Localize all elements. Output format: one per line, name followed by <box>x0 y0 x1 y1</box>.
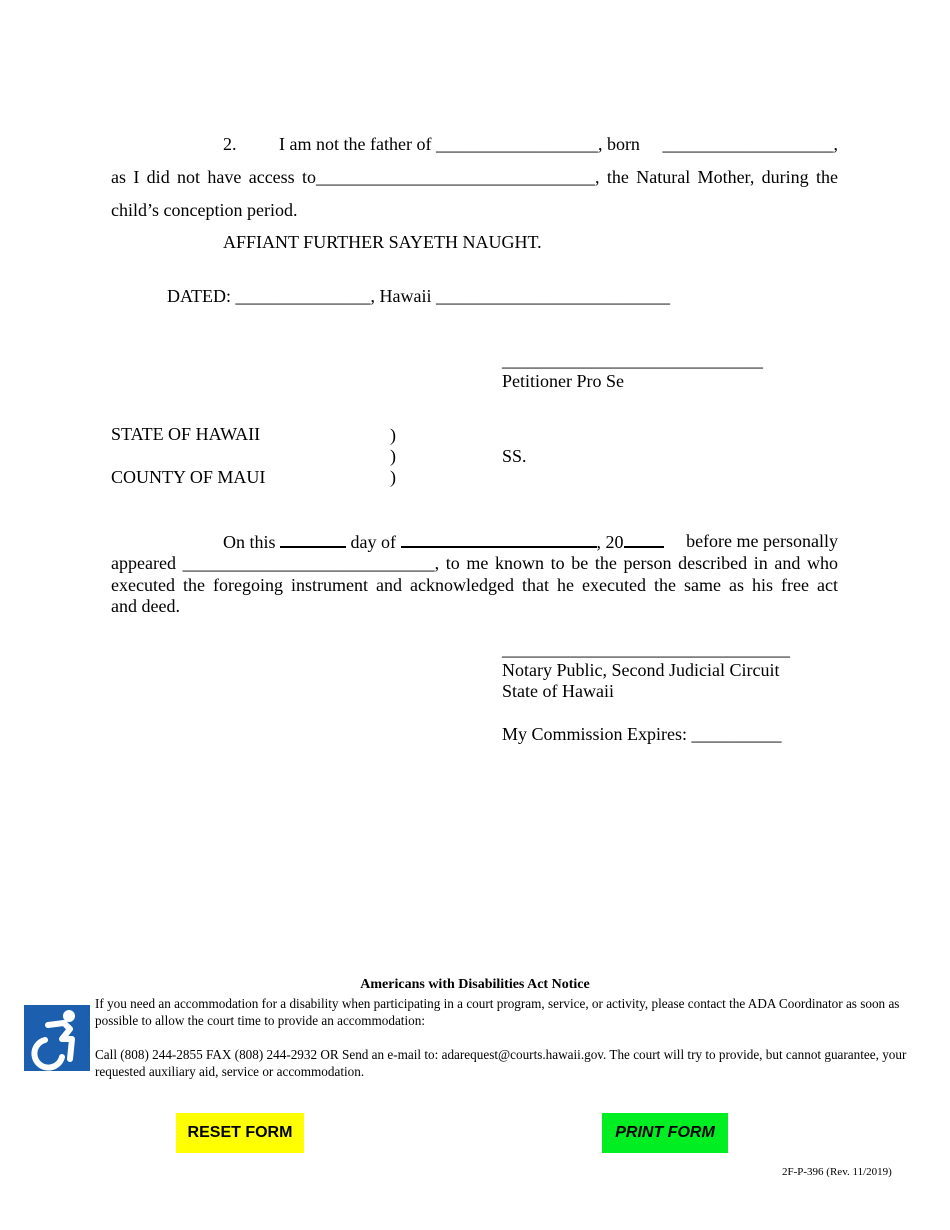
born-text: , born <box>597 134 640 154</box>
paragraph2-line3: child’s conception period. <box>111 200 298 220</box>
venue-paren-2: ) <box>390 446 396 466</box>
appeared-name-field[interactable]: ____________________________ <box>182 553 435 573</box>
reset-form-button[interactable]: RESET FORM <box>176 1113 304 1153</box>
ack-line1 <box>223 530 838 553</box>
dated-label: DATED: <box>167 286 231 306</box>
petitioner-signature-line: _____________________________ <box>502 350 763 370</box>
ada-title: Americans with Disabilities Act Notice <box>360 977 590 992</box>
ack-line3: executed the foregoing instrument and acknowledged that he executed the same as his free act <box>111 575 838 595</box>
notary-signature-line: ________________________________ <box>502 639 790 659</box>
notary-state: State of Hawaii <box>502 681 614 701</box>
wheelchair-icon <box>24 1005 90 1071</box>
petitioner-label: Petitioner Pro Se <box>502 371 624 391</box>
ada-paragraph-2: Call (808) 244-2855 FAX (808) 244-2932 OR Send an e-mail to: adarequest@courts.hawaii.gov. The court will try to provide, but cannot guarantee, your requested auxiliary aid, service or accommodation. <box>95 1047 907 1079</box>
day-of-text: day of <box>350 532 396 552</box>
natural-mother-name-field[interactable]: _______________________________ <box>316 167 596 187</box>
accessibility-icon <box>24 1005 90 1071</box>
commission-label: My Commission Expires: <box>502 724 688 744</box>
ack-day-field[interactable] <box>280 530 346 548</box>
ss-label: SS. <box>502 446 527 466</box>
state-label: STATE OF HAWAII <box>111 424 261 444</box>
print-form-button[interactable]: PRINT FORM <box>602 1113 728 1153</box>
dated-line <box>167 285 670 307</box>
child-name-field[interactable]: __________________ <box>435 134 598 154</box>
access-text: as I did not have access to <box>111 167 317 187</box>
affiant-statement: AFFIANT FURTHER SAYETH NAUGHT. <box>223 232 542 252</box>
on-this-text: On this <box>223 532 276 552</box>
birth-date-field[interactable]: ___________________, <box>662 134 838 154</box>
ack-line2 <box>111 552 838 574</box>
natural-mother-text: , the Natural Mother, during the <box>595 167 839 187</box>
county-label: COUNTY OF MAUI <box>111 467 266 487</box>
dated-date-field[interactable]: _______________ <box>235 286 371 306</box>
ada-paragraph-1: If you need an accommodation for a disability when participating in a court program, service, or activity, please contact the ADA Coordinator as soon as possible to allow the court time to provide an accommodation: <box>95 996 900 1028</box>
ack-line4: and deed. <box>111 596 180 616</box>
appeared-text: appeared <box>111 553 176 573</box>
commission-expires-field[interactable]: __________ <box>691 724 782 744</box>
paragraph2-line1 <box>279 133 838 155</box>
venue-paren-3: ) <box>390 467 396 487</box>
hawaii-text: , Hawaii <box>370 286 432 306</box>
ack-year-field[interactable] <box>624 530 664 548</box>
year-prefix-text: , 20 <box>596 532 624 552</box>
dated-place-field[interactable]: __________________________ <box>435 286 670 306</box>
known-person-text: , to me known to be the person described in and who <box>434 553 838 573</box>
form-id: 2F-P-396 (Rev. 11/2019) <box>782 1166 892 1178</box>
paragraph-number: 2. <box>223 134 237 154</box>
before-me-text: before me personally <box>686 531 838 551</box>
commission-line <box>502 723 782 745</box>
venue-paren-1: ) <box>390 425 396 445</box>
ack-month-field[interactable] <box>401 530 597 548</box>
notary-title: Notary Public, Second Judicial Circuit <box>502 660 780 680</box>
father-text: I am not the father of <box>279 134 432 154</box>
paragraph2-line2 <box>111 166 838 188</box>
